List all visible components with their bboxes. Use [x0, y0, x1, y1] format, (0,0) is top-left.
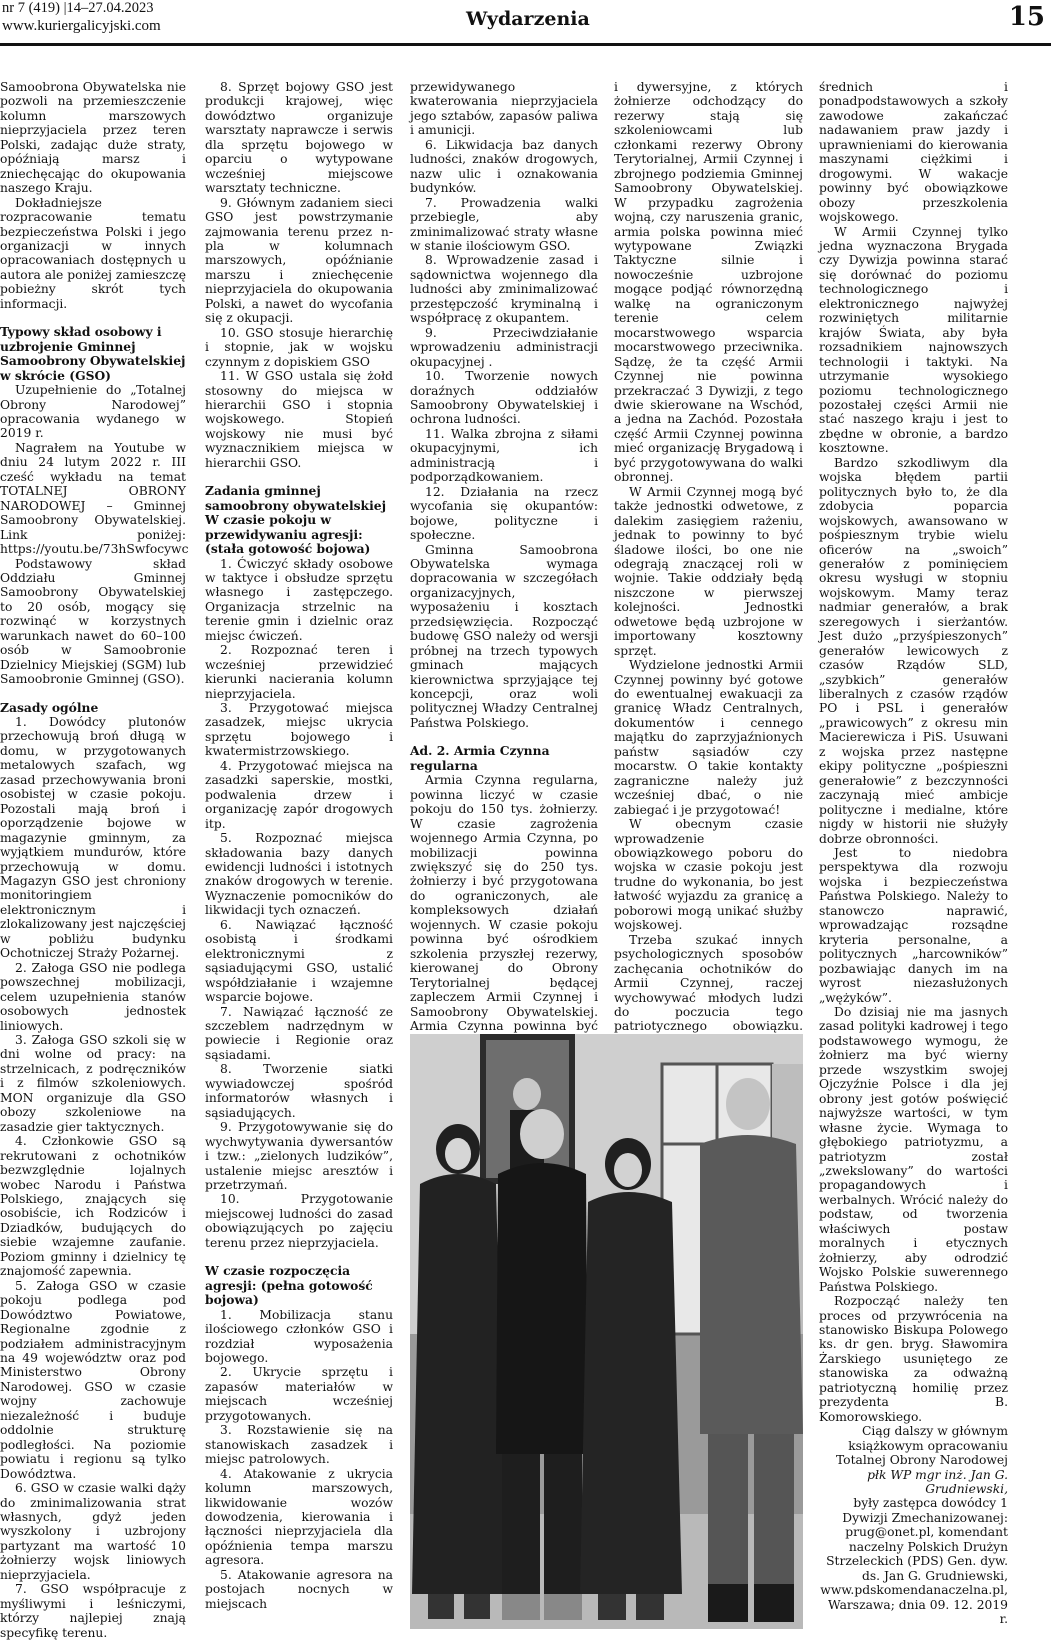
- paragraph: Wydzielone jednostki Armii Czynnej powinny być gotowe do ewentualnej ewakuacji za granicę Władz Centralnych, dokumentów i cennego majątku do zaprzyjaźnionych państw sąsiadów czy mocarstw. O takie kontakty zagraniczne należy już wcześniej dbać, o nie zabiegać i je przygotować!: [614, 658, 803, 817]
- paragraph: Trzeba szukać innych psychologicznych sposobów zachęcania ochotników do Armii Czynnej, raczej wychowywać młodych ludzi do poczucia tego patriotycznego obowiązku.: [614, 932, 803, 1034]
- column-5: [819, 80, 1008, 1626]
- paragraph: 10. GSO stosuje hierarchię i stopnie, jak w wojsku czynnym z dopiskiem GSO: [205, 325, 393, 369]
- column-1: [0, 80, 189, 1640]
- paragraph: 4. Atakowanie z ukrycia kolumn marszowych, likwidowanie wozów dowodzenia, kierowania i łączności nieprzyjaciela dla opóźnienia tempa marszu agresora.: [205, 1466, 393, 1568]
- paragraph: Nagrałem na Youtube w dniu 24 lutym 2022 r. III cześć wykładu na temat TOTALNEJ OBRONY NARODOWEJ – Gminnej Samoobrony Obywatelskiej. Link poniżej: https://youtu.be/73hSwfocywc: [0, 440, 189, 557]
- group-photo: [410, 1034, 803, 1629]
- column-3: [410, 80, 598, 1062]
- paragraph: 4. Przygotować miejsca na zasadzki saperskie, mostki, podwalenia drzew i organizację zapór drogowych itp.: [205, 758, 393, 831]
- page-header: [0, 0, 1051, 44]
- paragraph: 8. Sprzęt bojowy GSO jest produkcji krajowej, więc dowództwo organizuje warsztaty naprawcze i serwis dla sprzętu bojowego w oparciu o wytypowane wcześniej miejscowe warsztaty techniczne.: [205, 80, 393, 196]
- paragraph: W obecnym czasie wprowadzenie obowiązkowego poboru do wojska w czasie pokoju jest trudne do wykonania, bo jest łatwość wyjazdu za granicę a poborowi mogą unikać służby wojskowej.: [614, 817, 803, 933]
- paragraph: Samoobrona Obywatelska nie pozwoli na przemieszczenie kolumn marszowych nieprzyjaciela przez teren Polski, zadając duże straty, opóźniają marsz i zniechęcając do okupowania naszego Kraju.: [0, 80, 186, 196]
- paragraph: 11. Walka zbrojna z siłami okupacyjnymi, ich administracją i podporządkowaniem.: [410, 426, 598, 485]
- paragraph: 9. Przeciwdziałanie wprowadzeniu administracji okupacyjnej .: [410, 325, 598, 369]
- paragraph: i dywersyjne, z których żołnierze odchodzący do rezerwy stają się szkoleniowcami lub członkami rezerwy Obrony Terytorialnej, Armii Czynnej i zbrojnego podziemia Gminnej Samoobrony Obywatelskiej. W przypadku zagrożenia wojną, czy naruszenia granic, armia polska powinna mieć wytypowane Związki Taktyczne silnie i nowocześnie uzbrojone mogące podjąć równorzędną walkę na ograniczonym terenie celem mocarstwowego wsparcia mocarstwowego przeciwnika. Sądzę, że ta część Armii Czynnej nie powinna przekraczać 3 Dywizji, z tego dwie skierowane na Wschód, a jedna na Zachód. Pozostała część Armii Czynnej powinna mieć organizację Brygadową i być przygotowywana do walki obronnej.: [614, 80, 803, 485]
- paragraph: Podstawowy skład Oddziału Gminnej Samoobrony Obywatelskiej to 20 osób, mogący się rozwinąć w korzystnych warunkach nawet do 60–100 osób w Samoobronie Dzielnicy Miejskiej (SGM) lub Samoobronie Gminnej (GSO).: [0, 556, 186, 687]
- paragraph: 6. Likwidacja baz danych ludności, znaków drogowych, nazw ulic i oznakowania budynków.: [410, 137, 598, 196]
- subheading: Typowy skład osobowy i uzbrojenie Gminnej Samoobrony Obywatelskiej w skrócie (GSO): [0, 324, 186, 383]
- paragraph: średnich i ponadpodstawowych a szkoły zawodowe zakańczać nadawaniem praw jazdy i uprawnieniami do kierowania maszynami ciężkimi i drogowymi. W wakacje powinny być obowiązkowe obozy przeszkolenia wojskowego.: [819, 80, 1008, 225]
- website-url: www.kuriergalicyjski.com: [2, 18, 161, 34]
- paragraph: Gminna Samoobrona Obywatelska wymaga dopracowania w szczegółach organizacyjnych, wyposażeniu i kosztach przedsięwzięcia. Rozpocząć budowę GSO należy od wersji próbnej na trzech typowych gminach mających kierownictwa sprzyjające tej koncepcji, oraz woli politycznej Władzy Centralnej Państwa Polskiego.: [410, 542, 598, 730]
- paragraph: 12. Działania na rzecz wycofania się okupantów: bojowe, polityczne i społeczne.: [410, 484, 598, 543]
- paragraph: 7. GSO współpracuje z myśliwymi i leśniczymi, którzy najlepiej znają specyfikę terenu.: [0, 1582, 186, 1640]
- paragraph: Bardzo szkodliwym dla wojska błędem partii politycznych było to, że dla zdobycia poparcia wojskowych, awansowano w pośpiesznym trybie wielu oficerów na „swoich” generałów z pominięciem okresu wysługi w stopniu wojskowym. Mamy teraz nadmiar generałów, a brak szeregowych i sierżantów. Jest dużo „przyśpieszonych” generałów lewicowych z czasów Rządów SLD, „szybkich” generałów liberalnych z czasów rządów PO i PSL i generałów „prawicowych” z okresu min Macierewicza i PiS. Usuwani z wojska przez następne ekipy polityczne „pośpieszni generałowie” z bezczynności zaczynają mieć ambicje polityczne i medialne, które nigdy w historii nie służyły dobrze obronności.: [819, 455, 1008, 846]
- column-4: [614, 80, 803, 1077]
- paragraph: 6. GSO w czasie walki dąży do zminimalizowania strat własnych, gdyż jeden wyszkolony i uzbrojony partyzant ma wartość 10 żołnierzy wojsk liniowych nieprzyjaciela.: [0, 1481, 186, 1582]
- subheading: W czasie pokoju w przewidywaniu agresji: (stała gotowość bojowa): [205, 512, 371, 557]
- paragraph: Dokładniejsze rozpracowanie tematu bezpieczeństwa Polski i jego organizacji w innych opracowaniach dostępnych u autora ale poniżej zamieszczę pobieżny skrót tych informacji.: [0, 195, 186, 311]
- paragraph: były zastępca dowódcy 1 Dywizji Zmechanizowanej: prug@onet.pl, komendant naczelny Polskich Drużyn Strzeleckich (PDS) Gen. dyw. ds. Jan G. Grudniewski, www.pdskomendanaczelna.pl, Warszawa; dnia 09. 12. 2019 r.: [820, 1496, 1008, 1627]
- paragraph: 5. Atakowanie agresora na postojach nocnych w miejscach: [205, 1567, 393, 1611]
- paragraph: 9. Przygotowywanie się do wychwytywania dywersantów i tzw.: „zielonych ludzików”, ustalenie miejsc aresztów i przetrzymań.: [205, 1120, 393, 1192]
- paragraph: 7. Nawiązać łączność ze szczeblem nadrzędnym w powiecie i Regionie oraz sąsiadami.: [205, 1004, 393, 1062]
- paragraph: 2. Załoga GSO nie podlega powszechnej mobilizacji, celem uzupełnienia stanów osobowych jednostek liniowych.: [0, 960, 186, 1033]
- subheading: W czasie rozpoczęcia agresji: (pełna gotowość bojowa): [205, 1263, 373, 1308]
- paragraph: płk WP mgr inż. Jan G. Grudniewski,: [867, 1467, 1008, 1496]
- paragraph: 10. Tworzenie nowych doraźnych oddziałów Samoobrony Obywatelskiej i ochrona ludności.: [410, 369, 598, 427]
- issue-info: nr 7 (419) |14–27.04.2023: [2, 0, 154, 16]
- paragraph: 9. Głównym zadaniem sieci GSO jest powstrzymanie zajmowania terenu przez n-pla w kolumnach marszowych, opóźnianie marszu i zniechęcenie nieprzyjaciela do okupowania Polski, a nawet do wycofania się z okupacji.: [205, 195, 393, 326]
- paragraph: przewidywanego kwaterowania nieprzyjaciela jego sztabów, zapasów paliwa i amunicji.: [410, 80, 598, 138]
- section-title: Wydarzenia: [466, 8, 590, 30]
- subheading: Zadania gminnej samoobrony obywatelskiej: [205, 483, 387, 513]
- subheading: Ad. 2. Armia Czynna regularna: [410, 743, 550, 773]
- paragraph: 8. Tworzenie siatki wywiadowczej spośród informatorów własnych i sąsiadujących.: [205, 1062, 393, 1120]
- paragraph: Rozpocząć należy ten proces od przywrócenia na stanowisko Biskupa Polowego ks. dr gen. bryg. Sławomira Żarskiego usuniętego ze stanowiska za odważną patriotyczną homilię przez prezydenta B. Komorowskiego.: [819, 1294, 1008, 1424]
- paragraph: Armia Czynna regularna, powinna liczyć w czasie pokoju do 150 tys. żołnierzy. W czasie zagrożenia wojennego Armia Czynna, po mobilizacji powinna zwiększyć się do 250 tys. żołnierzy i być przygotowana do ograniczonych, ale kompleksowych działań wojennych. W czasie pokoju powinna być ośrodkiem szkolenia przyszłej rezerwy, kierowanej do Obrony Terytorialnej będącej zapleczem Armii Czynnej i Samoobrony Obywatelskiej. Armia Czynna powinna być: [410, 773, 598, 1033]
- paragraph: 5. Rozpoznać miejsca składowania bazy danych ewidencji ludności i istotnych znaków drogowych w terenie. Wyznaczenie pomocników do likwidacji tych oznaczeń.: [205, 831, 393, 918]
- paragraph: W Armii Czynnej mogą być także jednostki odwetowe, z dalekim zasięgiem rażeniu, jednak to powinny to być śladowe ilości, bo one nie odegrają znaczącej roli w wojnie. Takie oddziały będą niszczone w pierwszej kolejności. Jednostki odwetowe będą uzbrojone w importowany kosztowny sprzęt.: [614, 484, 803, 658]
- paragraph: 8. Wprowadzenie zasad i sądownictwa wojennego dla ludności aby zminimalizować przestępczość kryminalną i współpracę z okupantem.: [410, 253, 598, 326]
- subheading: Zasady ogólne: [0, 699, 99, 715]
- paragraph: 2. Rozpoznać teren i wcześniej przewidzieć kierunki nacierania kolumn nieprzyjaciela.: [205, 643, 393, 701]
- header-rule: [0, 43, 1051, 46]
- paragraph: Do dzisiaj nie ma jasnych zasad polityki kadrowej i tego podstawowego wymogu, że żołnierz ma być wierny przede wszystkim swojej Ojczyźnie Polsce i dla jej obrony jest gotów poświęcić najwyższe wartości, w tym własne życie. Wymaga to głębokiego patriotyzmu, a patriotyzm został „zwekslowany” do wartości propagandowych i werbalnych. Wrócić należy do podstaw, od tworzenia właściwych postaw moralnych i etycznych żołnierzy, aby odrodzić Wojsko Polskie suwerennego Państwa Polskiego.: [819, 1005, 1008, 1294]
- paragraph: 6. Nawiązać łączność osobistą i środkami elektronicznymi z sąsiadującymi GSO, ustalić współdziałanie i wzajemne wsparcie bojowe.: [205, 917, 393, 1005]
- paragraph: Uzupełnienie do „Totalnej Obrony Narodowej” opracowania wydanego w 2019 r.: [0, 383, 186, 441]
- column-2: [205, 80, 393, 1611]
- paragraph: 5. Załoga GSO w czasie pokoju podlega pod Dowództwo Powiatowe, Regionalne zgodnie z podziałem administracyjnym na 49 województw oraz pod Ministerstwo Obrony Narodowej. GSO w czasie wojny zachowuje niezależność i buduje oddolnie strukturę podległości. Na poziomie powiatu i regionu są tylko Dowództwa.: [0, 1278, 186, 1481]
- paragraph: 1. Ćwiczyć składy osobowe w taktyce i obsłudze sprzętu własnego i zastępczego. Organizacja strzelnic na terenie gmin i dzielnic oraz miejsc ćwiczeń.: [205, 556, 393, 643]
- paragraph: 11. W GSO ustala się żołd stosowny do miejsca w hierarchii GSO i stopnia wojskowego. Stopień wojskowy nie musi być wyznacznikiem miejsca w hierarchii GSO.: [205, 369, 393, 470]
- paragraph: 4. Członkowie GSO są rekrutowani z ochotników bezwzględnie lojalnych wobec Narodu i Państwa Polskiego, znających się osobiście, ich Rodziców i Dziadków, budujących do siebie wzajemne zaufanie. Poziom gminny i dzielnicy tę znajomość zapewnia.: [0, 1134, 186, 1279]
- paragraph: 3. Załoga GSO szkoli się w dni wolne od pracy: na strzelnicach, z podręczników i z filmów szkoleniowych. MON organizuje dla GSO obozy szkoleniowe na zasadzie gier taktycznych.: [0, 1033, 186, 1134]
- paragraph: 1. Mobilizacja stanu ilościowego członków GSO i rozdział wyposażenia bojowego.: [205, 1307, 393, 1365]
- paragraph: 1. Dowódcy plutonów przechowują broń długą w domu, w przygotowanych metalowych szafach, wg zasad przechowywania broni osobistej w czasie pokoju. Pozostali mają broń i oporządzenie bojowe w magazynie gminnym, za wyjątkiem mundurów, które przechowują w domu. Magazyn GSO jest chroniony monitoringiem elektronicznym i zlokalizowany jest najczęściej w pobliżu budynku Ochotniczej Straży Pożarnej.: [0, 715, 186, 961]
- paragraph: W Armii Czynnej tylko jedna wyznaczona Brygada czy Dywizja powinna starać się dorównać do poziomu technologicznego i elektronicznego najwyżej rozwiniętych militarnie krajów Świata, aby była rozsadnikiem najnowszych technologii i taktyki. Na utrzymanie wysokiego poziomu technologicznego pozostałej części Armii nie stać naszego kraju i jest to zbędne w obronie, a bardzo kosztowne.: [819, 224, 1008, 456]
- paragraph: Ciąg dalszy w głównym książkowym opracowaniu Totalnej Obrony Narodowej: [835, 1424, 1008, 1468]
- paragraph: 3. Przygotować miejsca zasadzek, miejsc ukrycia sprzętu bojowego i kwatermistrzowskiego.: [205, 701, 393, 759]
- page-number: 15: [1008, 2, 1045, 32]
- paragraph: 7. Prowadzenia walki przebiegle, aby zminimalizować straty własne w stanie ilościowym GSO.: [410, 195, 598, 253]
- paragraph: 3. Rozstawienie się na stanowiskach zasadzek i miejsc patrolowych.: [205, 1423, 393, 1467]
- paragraph: Jest to niedobra perspektywa dla rozwoju wojska i bezpieczeństwa Państwa Polskiego. Należy to stanowczo naprawić, wprowadzając rozsądne kryteria personalne, a politycznych „harcowników” pozbawiając danych im na wyrost niezasłużonych „wężyków”.: [819, 846, 1008, 1005]
- paragraph: 2. Ukrycie sprzętu i zapasów materiałów w miejscach wcześniej przygotowanych.: [205, 1365, 393, 1423]
- paragraph: 10. Przygotowanie miejscowej ludności do zasad obowiązujących po zajęciu terenu przez nieprzyjaciela.: [205, 1192, 393, 1250]
